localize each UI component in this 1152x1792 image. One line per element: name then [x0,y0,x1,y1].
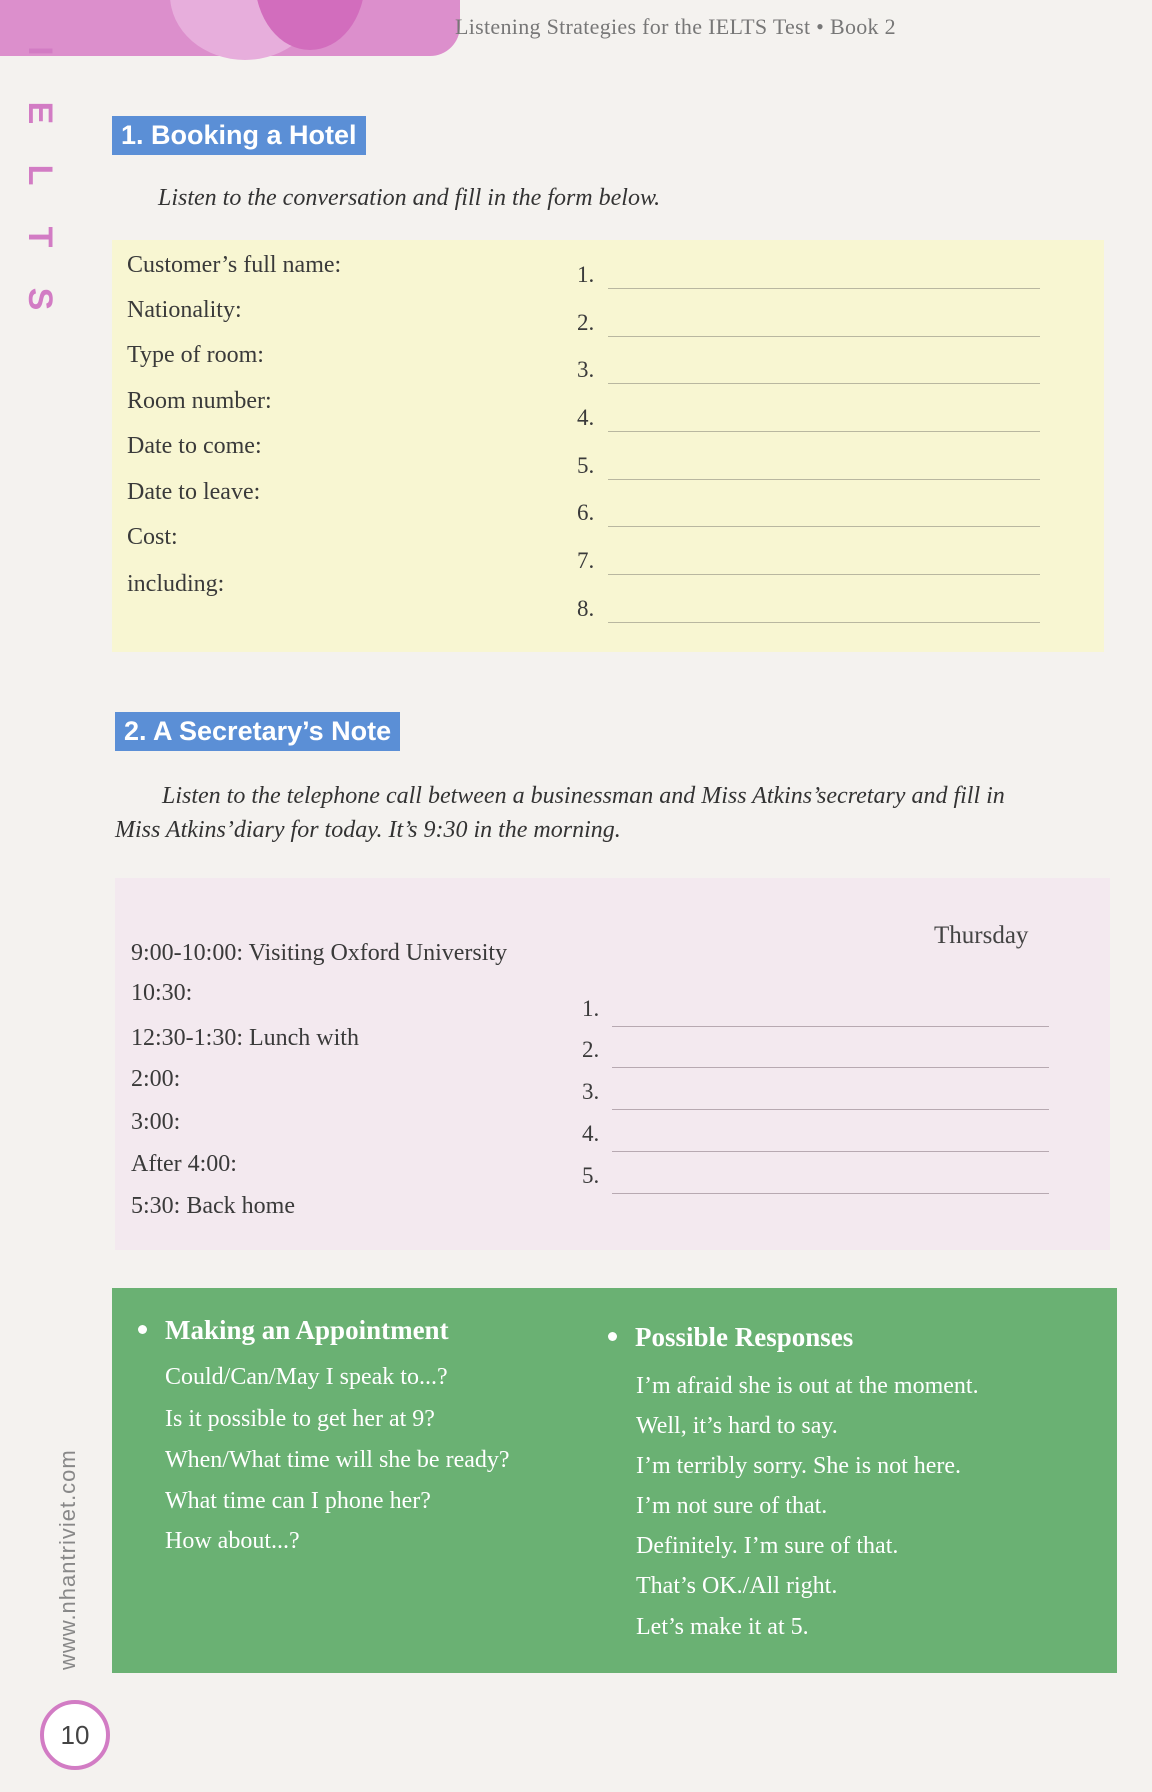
form-label-nationality: Nationality: [127,297,242,323]
form-label-name: Customer’s full name: [127,252,342,278]
response-item: That’s OK./All right. [636,1573,838,1599]
answer-line[interactable] [612,1067,1049,1068]
answer-line[interactable] [612,1026,1049,1027]
bullet-icon [138,1325,147,1334]
form-label-including: including: [127,571,225,597]
answer-number: 3. [577,357,595,382]
answer-line[interactable] [612,1109,1049,1110]
side-ielts-letters [20,20,60,330]
answer-number: 7. [577,548,595,573]
response-item: I’m afraid she is out at the moment. [636,1373,979,1399]
section1-title: 1. Booking a Hotel [112,116,366,155]
diary-entry: After 4:00: [131,1151,237,1177]
phrase-item: What time can I phone her? [165,1488,431,1514]
answer-line[interactable] [612,1151,1049,1152]
answer-number: 5. [582,1163,600,1188]
section2-instruction-line2: Miss Atkins’diary for today. It’s 9:30 in the morning. [115,817,621,843]
section1-instruction: Listen to the conversation and fill in the form below. [158,185,661,211]
diary-day: Thursday [934,922,1029,949]
section2-instruction-line1: Listen to the telephone call between a businessman and Miss Atkins’secretary and fill in [162,783,1005,809]
side-letter: E [21,101,59,125]
response-item: I’m not sure of that. [636,1493,828,1519]
website-url: www.nhantriviet.com [55,1449,80,1670]
answer-line[interactable] [608,479,1040,480]
form-label-date-leave: Date to leave: [127,479,261,505]
response-item: I’m terribly sorry. She is not here. [636,1453,962,1479]
possible-responses-heading: Possible Responses [608,1322,853,1353]
answer-line[interactable] [608,431,1040,432]
section2-title: 2. A Secretary’s Note [115,712,400,751]
side-letter: I [21,46,59,56]
diary-entry: 3:00: [131,1109,181,1135]
answer-number: 1. [577,262,595,287]
bullet-icon [608,1332,617,1341]
answer-number: 4. [577,405,595,430]
page-number: 10 [40,1700,110,1770]
side-letter: S [21,287,59,311]
form-label-room-number: Room number: [127,388,272,414]
phrase-item: When/What time will she be ready? [165,1447,510,1473]
diary-entry: 5:30: Back home [131,1193,295,1219]
answer-line[interactable] [608,288,1040,289]
diary-entry: 10:30: [131,980,193,1006]
phrase-item: Could/Can/May I speak to...? [165,1364,448,1390]
diary-entry: 2:00: [131,1066,181,1092]
answer-number: 2. [582,1037,600,1062]
answer-number: 2. [577,310,595,335]
answer-line[interactable] [608,383,1040,384]
form-label-date-come: Date to come: [127,433,262,459]
answer-line[interactable] [612,1193,1049,1194]
response-item: Well, it’s hard to say. [636,1413,838,1439]
answer-line[interactable] [608,622,1040,623]
answer-line[interactable] [608,526,1040,527]
phrase-item: Is it possible to get her at 9? [165,1406,435,1432]
side-letter: L [21,164,59,186]
side-letter: T [21,226,59,248]
running-head: Listening Strategies for the IELTS Test • Book 2 [455,14,896,39]
response-item: Let’s make it at 5. [636,1614,809,1640]
diary-entry: 12:30-1:30: Lunch with [131,1025,359,1051]
form-label-room-type: Type of room: [127,342,264,368]
phrase-item: How about...? [165,1528,300,1554]
response-item: Definitely. I’m sure of that. [636,1533,899,1559]
answer-number: 8. [577,596,595,621]
answer-line[interactable] [608,336,1040,337]
form-label-cost: Cost: [127,524,178,550]
answer-number: 6. [577,500,595,525]
answer-number: 5. [577,453,595,478]
making-appointment-heading: Making an Appointment [138,1315,449,1346]
answer-number: 1. [582,996,600,1021]
diary-entry: 9:00-10:00: Visiting Oxford University [131,940,508,966]
answer-number: 4. [582,1121,600,1146]
answer-number: 3. [582,1079,600,1104]
answer-line[interactable] [608,574,1040,575]
